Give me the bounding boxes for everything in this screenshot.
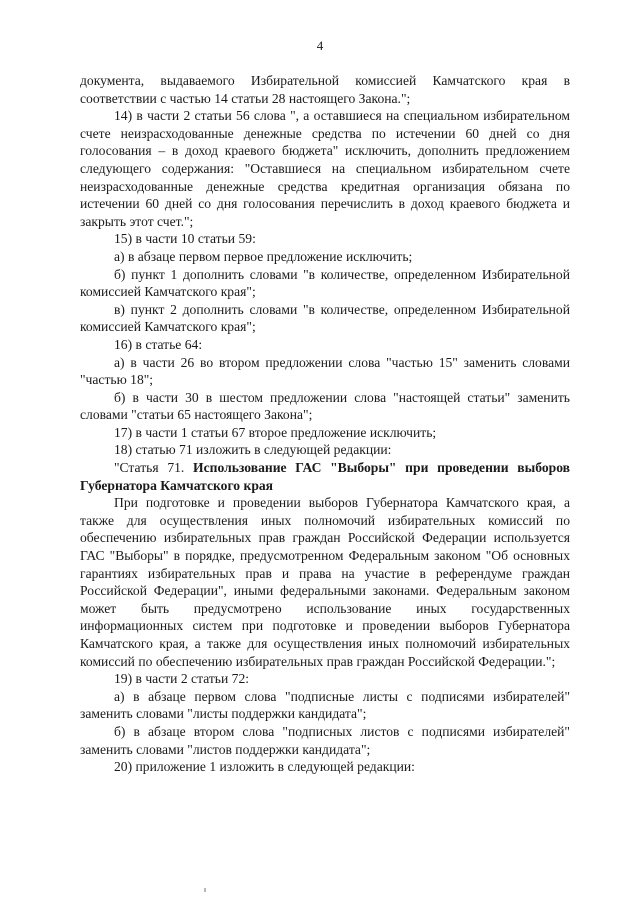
paragraph-item-15: 15) в части 10 статьи 59: bbox=[114, 231, 256, 247]
paragraph-item-18: 18) статью 71 изложить в следующей редакции: bbox=[114, 442, 392, 458]
paragraph-item-16b: б) в части 30 в шестом предложении слова "настоящей статьи" заменить словами "статьи 65 настоящего Закона"; bbox=[80, 389, 570, 423]
paragraph-item-16: 16) в статье 64: bbox=[114, 336, 203, 352]
paragraph-item-15v: в) пункт 2 дополнить словами "в количестве, определенном Избирательной комиссией Камчатского края"; bbox=[80, 301, 570, 335]
paragraph-item-14: 14) в части 2 статьи 56 слова ", а оставшиеся на специальном избирательном счете неизрасходованные денежные средства по истечении 60 дней со дня голосования – в доход краевого бюджета" исключить, дополнить предложением следующего содержания: "Оставшиеся на специальном избирательном счете неизрасходованные денежные средства кредитная организация обязана по истечении 60 дней со дня голосования перечислить в доход краевого бюджета и закрыть этот счет."; bbox=[80, 108, 570, 229]
paragraph-item-16a: а) в части 26 во втором предложении слова "частью 15" заменить словами "частью 18"; bbox=[80, 354, 570, 388]
paragraph-item-19a: а) в абзаце первом слова "подписные листы с подписями избирателей" заменить словами "листы поддержки кандидата"; bbox=[80, 688, 570, 722]
scan-artifact bbox=[204, 888, 206, 892]
paragraph-item-15a: а) в абзаце первом первое предложение исключить; bbox=[114, 248, 413, 264]
article-71-heading bbox=[80, 459, 570, 494]
page-number: 4 bbox=[316, 38, 324, 53]
paragraph-item-15b: б) пункт 1 дополнить словами "в количестве, определенном Избирательной комиссией Камчатского края"; bbox=[80, 266, 570, 300]
article-71-body: При подготовке и проведении выборов Губернатора Камчатского края, а также для осуществления иных полномочий избирательных комиссий по обеспечению избирательных прав граждан Российской Федерации используется ГАС "Выборы" в порядке, предусмотренном Федеральным законом "Об основных гарантиях избирательных прав и права на участие в референдуме граждан Российской Федерации", иными федеральными законами. Федеральным законом может быть предусмотрено использование иных государственных информационных систем при подготовке и проведении выборов Губернатора Камчатского края, а также для осуществления иных полномочий избирательных комиссий по обеспечению избирательных прав граждан Российской Федерации."; bbox=[80, 495, 570, 669]
document-body bbox=[80, 72, 570, 776]
paragraph-item-19: 19) в части 2 статьи 72: bbox=[114, 671, 250, 687]
paragraph-item-20: 20) приложение 1 изложить в следующей редакции: bbox=[114, 759, 415, 775]
article-71-prefix: "Статья 71. bbox=[114, 460, 194, 476]
article-71-title: Использование ГАС "Выборы" при проведении выборов Губернатора Камчатского края bbox=[80, 460, 570, 493]
paragraph-item-17: 17) в части 1 статьи 67 второе предложение исключить; bbox=[114, 424, 437, 440]
paragraph-item-19b: б) в абзаце втором слова "подписных листов с подписями избирателей" заменить словами "листов поддержки кандидата"; bbox=[80, 723, 570, 757]
paragraph-continuation: документа, выдаваемого Избирательной комиссией Камчатского края в соответствии с частью 14 статьи 28 настоящего Закона."; bbox=[80, 73, 570, 106]
